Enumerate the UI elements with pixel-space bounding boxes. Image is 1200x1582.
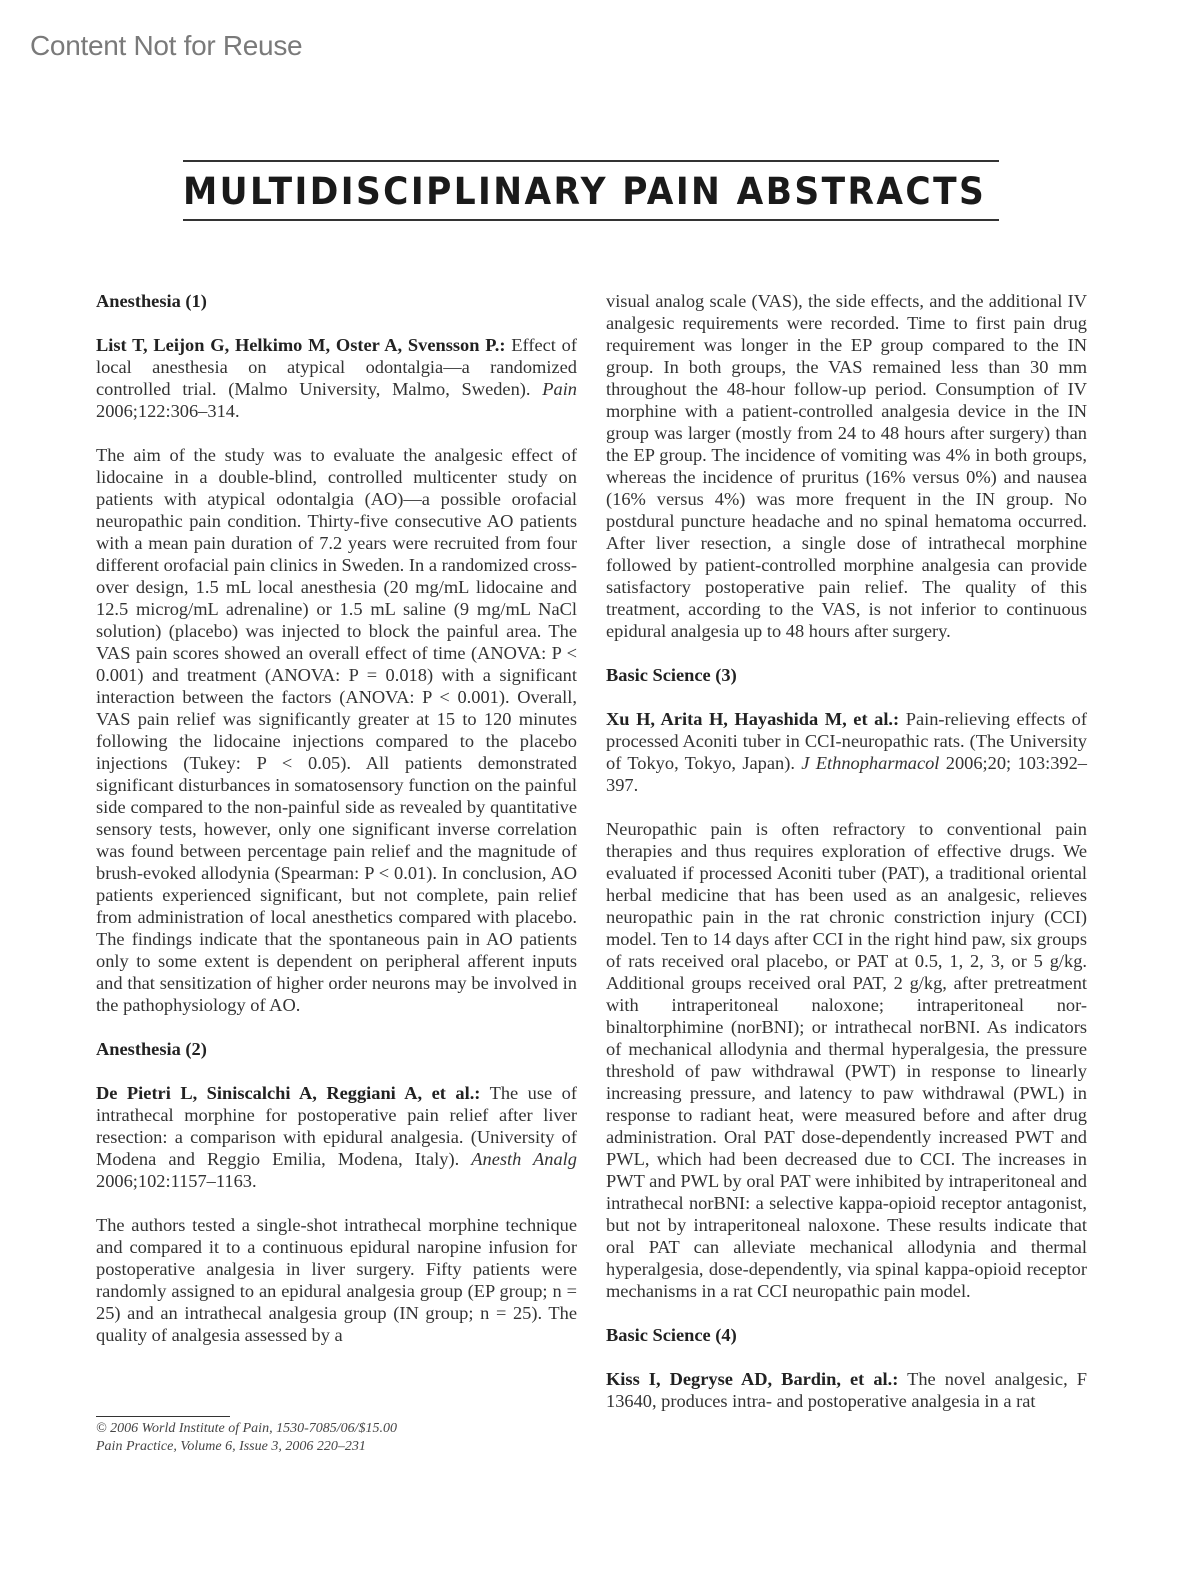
- citation: [96, 1082, 577, 1192]
- journal-name: J Ethnopharmacol: [801, 753, 940, 773]
- citation: [96, 334, 577, 422]
- abstract-body: Neuropathic pain is often refractory to conventional pain therapies and thus requires exploration of effective drugs. We evaluated if processed Aconiti tuber (PAT), a traditional oriental herbal medicine that has been used as an analgesic, relieves neuropathic pain in the rat chronic constriction injury (CCI) model. Ten to 14 days after CCI in the right hind paw, six groups of rats received oral placebo, or PAT at 0.5, 1, 2, 3, or 5 g/kg. Additional groups received oral PAT, 2 g/kg, after pretreatment with intraperitoneal naloxone; intraperitoneal nor-binaltorphimine (norBNI); or intrathecal norBNI. As indicators of mechanical allodynia and thermal hyperalgesia, the pressure threshold of paw withdrawal (PWT) in response to linearly increasing pressure, and latency to paw withdrawal (PWL) in response to radiant heat, were measured before and after drug administration. Oral PAT dose-dependently increased PWT and PWL, which had been decreased due to CCI. The increases in PWT and PWL by oral PAT were inhibited by intraperitoneal and intrathecal norBNI: a selective kappa-opioid receptor antagonist, but not by intraperitoneal naloxone. These results indicate that oral PAT can alleviate mechanical allodynia and thermal hyperalgesia, dose-dependently, via spinal kappa-opioid receptor mechanisms in a rat CCI neuropathic pain model.: [606, 819, 1087, 1301]
- article-title: The novel analgesic, F 13640, produces intra- and postoperative analgesia in a rat: [606, 1369, 1087, 1411]
- footer: [96, 1416, 397, 1456]
- authors: De Pietri L, Siniscalchi A, Reggiani A, et al.:: [96, 1083, 481, 1103]
- page-title: MULTIDISCIPLINARY PAIN ABSTRACTS: [183, 170, 987, 213]
- citation: [606, 708, 1087, 796]
- abstract-body: The aim of the study was to evaluate the analgesic effect of lidocaine in a double-blind, controlled multicenter study on patients with atypical odontalgia (AO)—a possible orofacial neuropathic pain condition. Thirty-five consecutive AO patients with a mean pain duration of 7.2 years were recruited from four different orofacial pain clinics in Sweden. In a randomized cross-over design, 1.5 mL local anesthesia (20 mg/mL lidocaine and 12.5 microg/mL adrenaline) or 1.5 mL saline (9 mg/mL NaCl solution) (placebo) was injected to block the painful area. The VAS pain scores showed an overall effect of time (ANOVA: P < 0.001) and treatment (ANOVA: P = 0.018) with a significant interaction between the factors (ANOVA: P < 0.001). Overall, VAS pain relief was significantly greater at 15 to 120 minutes following the lidocaine injections compared to the placebo injections (Tukey: P < 0.05). All patients demonstrated significant disturbances in somatosensory function on the painful side compared to the non-painful side as revealed by quantitative sensory tests, however, only one significant inverse correlation was found between percentage pain relief and the magnitude of brush-evoked allodynia (Spearman: P < 0.01). In conclusion, AO patients experienced significant, but not complete, pain relief from administration of local anesthetics compared with placebo. The findings indicate that the spontaneous pain in AO patients only to some extent is dependent on peripheral afferent inputs and that sensitization of higher order neurons may be involved in the pathophysiology of AO.: [96, 445, 577, 1015]
- article-title: Pain-relieving effects of processed Aconiti tuber in CCI-neuropathic rats. (The University of Tokyo, Tokyo, Japan).: [606, 709, 1088, 773]
- footnote-rule: [96, 1416, 230, 1417]
- citation-details: 2006;102:1157–1163.: [96, 1171, 257, 1191]
- article-title: Effect of local anesthesia on atypical odontalgia—a randomized controlled trial. (Malmo University, Malmo, Sweden).: [96, 335, 577, 399]
- journal-name: Anesth Analg: [471, 1149, 577, 1169]
- journal-info: Pain Practice, Volume 6, Issue 3, 2006 220–231: [96, 1439, 366, 1454]
- section-heading: Basic Science (3): [606, 665, 737, 685]
- authors: Kiss I, Degryse AD, Bardin, et al.:: [606, 1369, 899, 1389]
- section-heading: Anesthesia (1): [96, 291, 207, 311]
- journal-name: Pain: [542, 379, 577, 399]
- citation-details: 2006;122:306–314.: [96, 401, 240, 421]
- authors: List T, Leijon G, Helkimo M, Oster A, Svensson P.:: [96, 335, 506, 355]
- article-title: The use of intrathecal morphine for postoperative pain relief after liver resection: a comparison with epidural analgesia. (University of Modena and Reggio Emilia, Modena, Italy).: [96, 1083, 577, 1169]
- citation-details: 2006;20; 103:392–397.: [606, 753, 1087, 795]
- copyright-line: © 2006 World Institute of Pain, 1530-7085/06/$15.00: [96, 1421, 398, 1436]
- abstract-body-continued: visual analog scale (VAS), the side effects, and the additional IV analgesic requirements were recorded. Time to first pain drug requirement was longer in the EP group compared to the IN group. In both groups, the VAS remained less than 30 mm throughout the 48-hour follow-up period. Consumption of IV morphine with a patient-controlled analgesia device in the IN group was larger (mostly from 24 to 48 hours after surgery) than the EP group. The incidence of vomiting was 4% in both groups, whereas the incidence of pruritus (16% versus 0%) and nausea (16% versus 4%) was more frequent in the IN group. No postdural puncture headache and no spinal hematoma occurred. After liver resection, a single dose of intrathecal morphine followed by patient-controlled morphine analgesia can provide satisfactory postoperative pain relief. The quality of this treatment, according to the VAS, is not inferior to continuous epidural analgesia up to 48 hours after surgery.: [606, 291, 1087, 641]
- right-column: [606, 290, 1087, 1434]
- masthead: [183, 160, 999, 221]
- section-heading: Anesthesia (2): [96, 1039, 207, 1059]
- citation: [606, 1368, 1087, 1412]
- left-column: [96, 290, 577, 1368]
- authors: Xu H, Arita H, Hayashida M, et al.:: [606, 709, 900, 729]
- watermark: Content Not for Reuse: [30, 30, 303, 61]
- bottom-rule: [183, 219, 999, 221]
- section-heading: Basic Science (4): [606, 1325, 737, 1345]
- abstract-body: The authors tested a single-shot intrathecal morphine technique and compared it to a continuous epidural naropine infusion for postoperative analgesia in liver surgery. Fifty patients were randomly assigned to an epidural analgesia group (EP group; n = 25) and an intrathecal analgesia group (IN group; n = 25). The quality of analgesia assessed by a: [96, 1215, 577, 1345]
